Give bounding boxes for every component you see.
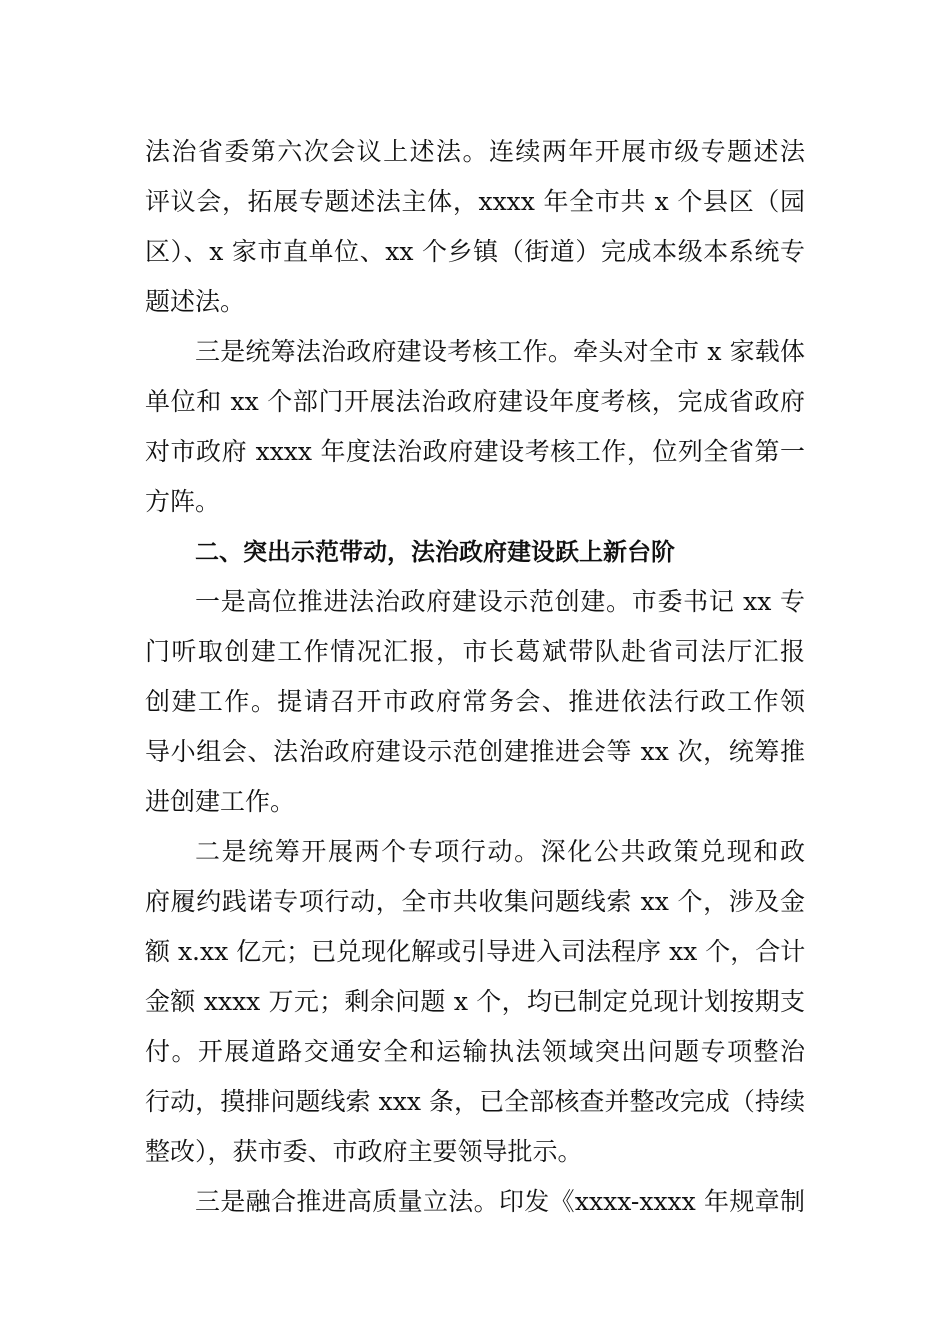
body-text-line: 行动，摸排问题线索 xxx 条，已全部核查并整改完成（持续 <box>145 1087 805 1116</box>
body-text-line: 创建工作。提请召开市政府常务会、推进依法行政工作领 <box>145 687 805 716</box>
paragraph-first-line: 二是统筹开展两个专项行动。深化公共政策兑现和政 <box>195 837 805 866</box>
body-text-line: 付。开展道路交通安全和运输执法领域突出问题专项整治 <box>145 1037 805 1066</box>
body-text-line: 门听取创建工作情况汇报，市长葛斌带队赴省司法厅汇报 <box>145 637 805 666</box>
body-text-line: 府履约践诺专项行动，全市共收集问题线索 xx 个，涉及金 <box>145 887 805 916</box>
paragraph-first-line: 三是融合推进高质量立法。印发《xxxx-xxxx 年规章制 <box>195 1187 805 1216</box>
body-text-line: 导小组会、法治政府建设示范创建推进会等 xx 次，统筹推 <box>145 737 805 766</box>
body-text-line: 法治省委第六次会议上述法。连续两年开展市级专题述法 <box>145 137 805 166</box>
section-heading: 二、突出示范带动，法治政府建设跃上新台阶 <box>195 538 675 566</box>
body-text-line: 方阵。 <box>145 487 221 516</box>
body-text-line: 对市政府 xxxx 年度法治政府建设考核工作，位列全省第一 <box>145 437 805 466</box>
body-text-line: 单位和 xx 个部门开展法治政府建设年度考核，完成省政府 <box>145 387 805 416</box>
body-text-line: 区）、x 家市直单位、xx 个乡镇（街道）完成本级本系统专 <box>145 237 805 266</box>
body-text-line: 题述法。 <box>145 287 246 316</box>
body-text-line: 评议会，拓展专题述法主体，xxxx 年全市共 x 个县区（园 <box>145 187 805 216</box>
paragraph-first-line: 三是统筹法治政府建设考核工作。牵头对全市 x 家载体 <box>195 337 805 366</box>
paragraph-first-line: 一是高位推进法治政府建设示范创建。市委书记 xx 专 <box>195 587 805 616</box>
body-text-line: 进创建工作。 <box>145 787 296 816</box>
body-text-line: 整改），获市委、市政府主要领导批示。 <box>145 1137 583 1166</box>
body-text-line: 金额 xxxx 万元；剩余问题 x 个，均已制定兑现计划按期支 <box>145 987 805 1016</box>
body-text-line: 额 x.xx 亿元；已兑现化解或引导进入司法程序 xx 个，合计 <box>145 937 806 966</box>
